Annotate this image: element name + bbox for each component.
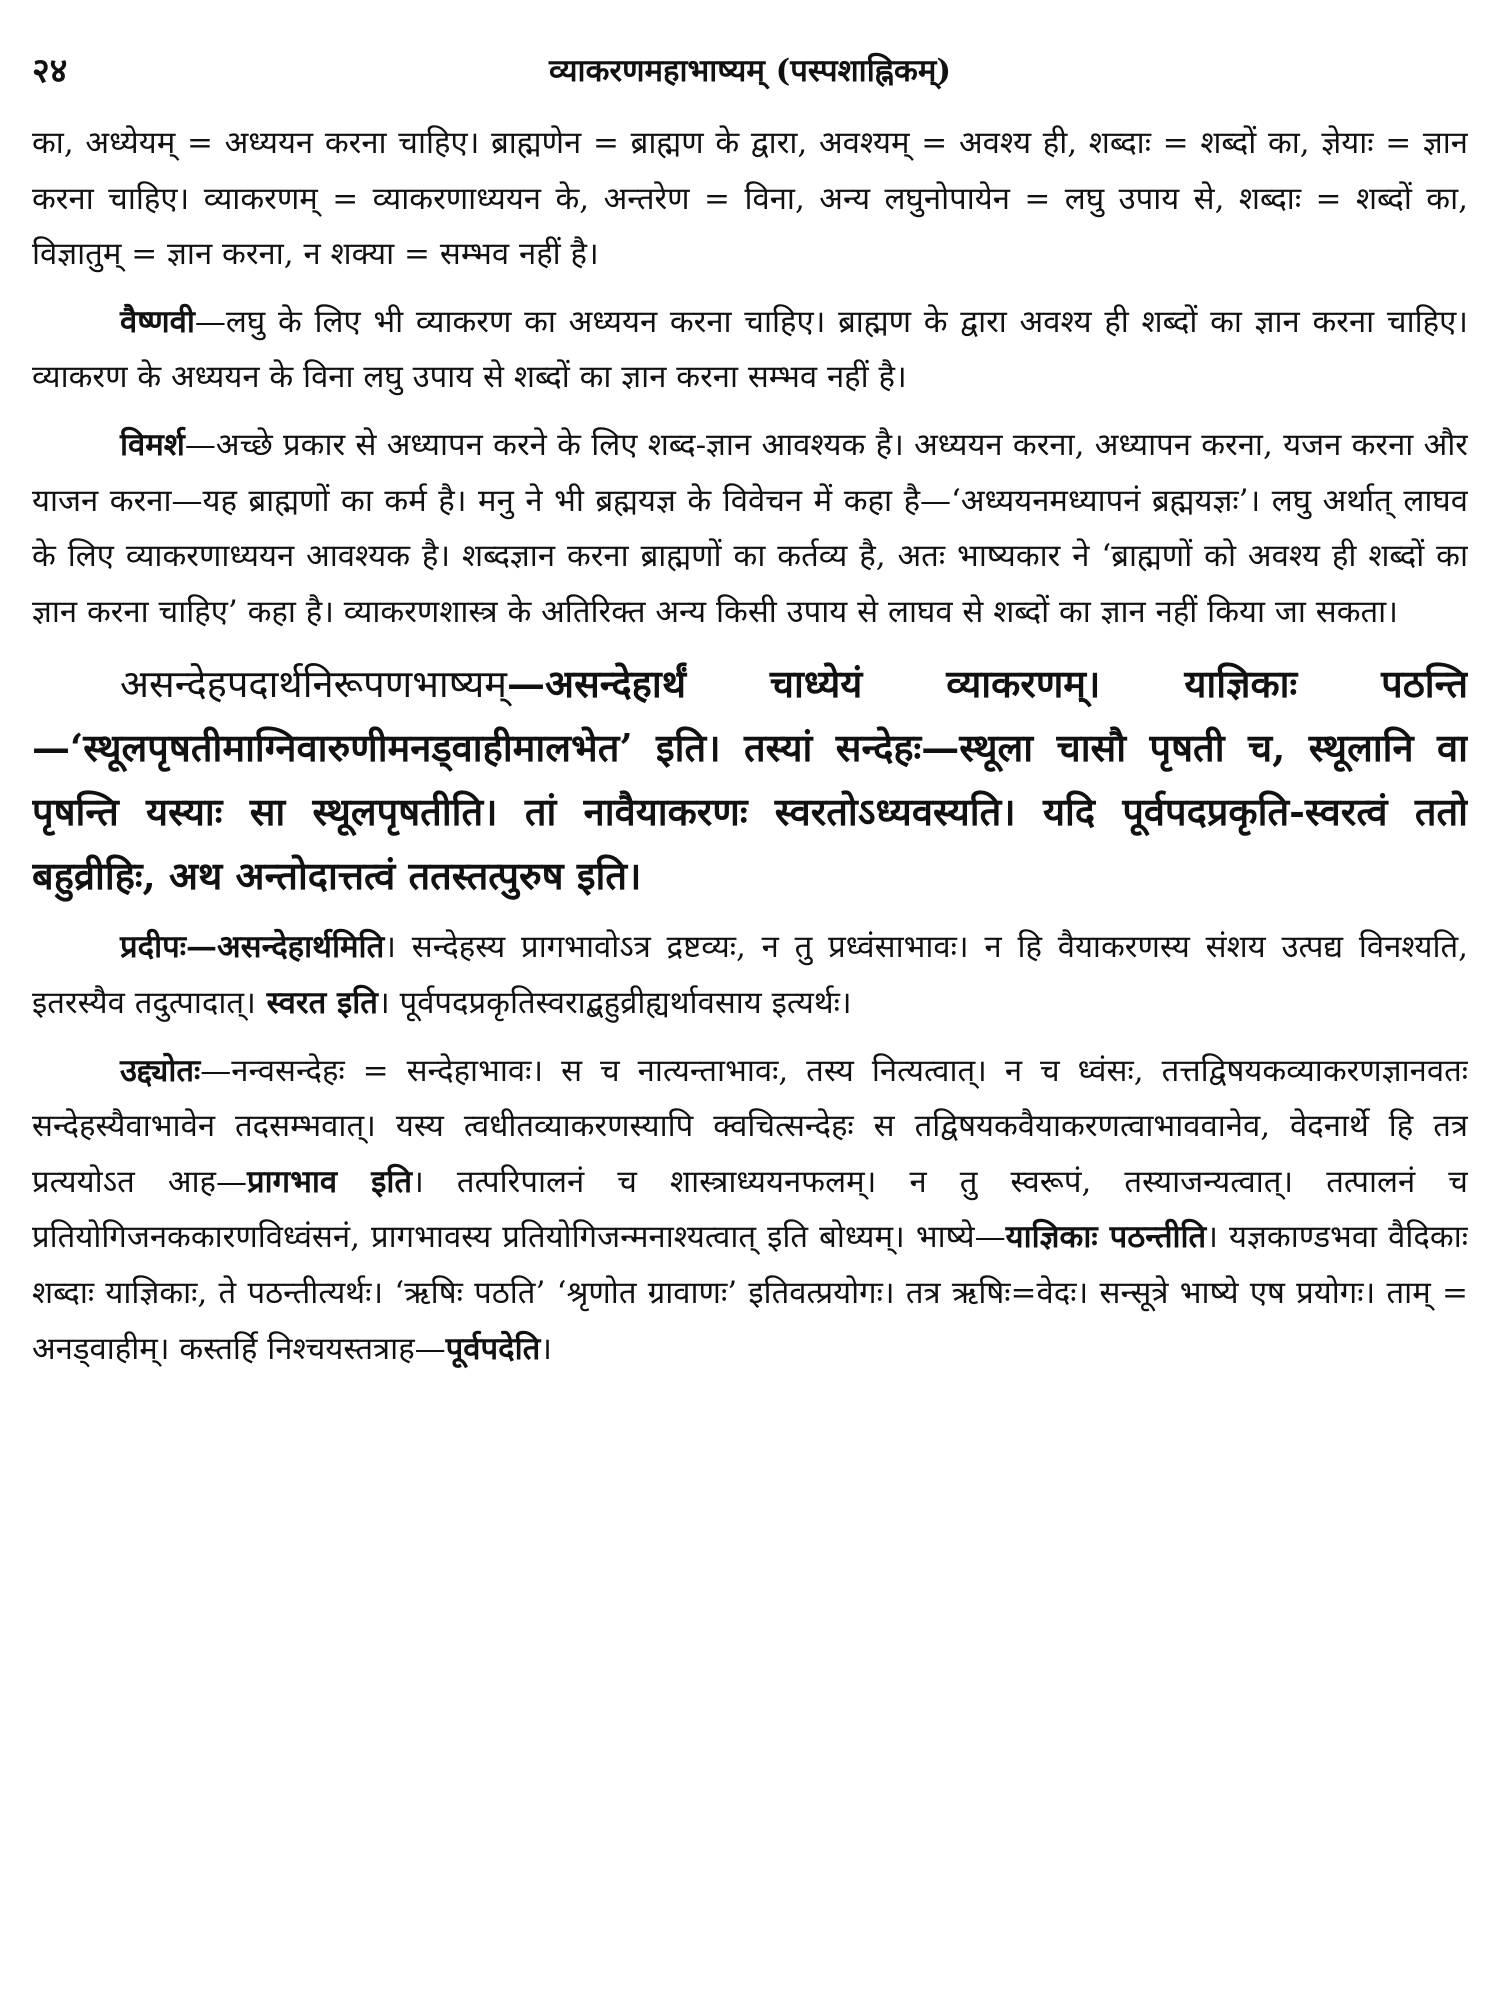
gloss-paragraph: का, अध्येयम् = अध्ययन करना चाहिए। ब्राह्मणेन = ब्राह्मण के द्वारा, अवश्यम् = अवश्य ही, शब्दाः = शब्दों का, ज्ञेयाः = ज्ञान करना चाहिए। व्याकरणम् = व्याकरणाध्ययन के, अन्तरेण = विना, अन्य लघुनोपायेन = लघु उपाय से, शब्दाः = शब्दों का, विज्ञातुम् = ज्ञान करना, न शक्या = सम्भव नहीं है।	[32, 125, 1468, 273]
uddyot-quote-3: पूर्वपदेति	[445, 1330, 541, 1367]
vaishnavi-label: वैष्णवी	[120, 303, 195, 340]
uddyot-text-2: । तत्परिपालनं च शास्त्राध्ययनफलम्। न तु स्वरूपं, तस्याजन्यत्वात्। तत्पालनं च प्रतियोगिजनककारणविध्वंसनं, प्रागभावस्य प्रतियोगिजन्मनाश्यत्वात् इति बोध्यम्। भाष्ये—	[32, 1163, 1468, 1256]
vimarsha-label: विमर्श	[120, 426, 185, 463]
uddyot-paragraph	[32, 1044, 1468, 1378]
pradeep-text: । सन्देहस्य प्रागभावोऽत्र द्रष्टव्यः, न तु प्रध्वंसाभावः। न हि वैयाकरणस्य संशय उत्पद्य विनश्यति, इतरस्यैव तदुत्पादात्।	[32, 929, 1468, 1021]
page-number: २४	[32, 51, 68, 91]
uddyot-quote-2: याज्ञिकाः पठन्तीति	[1005, 1219, 1207, 1256]
running-head: व्याकरणमहाभाष्यम् (पस्पशाह्निकम्)	[548, 53, 952, 89]
uddyot-label: उद्द्योतः	[120, 1052, 201, 1089]
vaishnavi-text: —लघु के लिए भी व्याकरण का अध्ययन करना चाहिए। ब्राह्मण के द्वारा अवश्य ही शब्दों का ज्ञान करना चाहिए। व्याकरण के अध्ययन के विना लघु उपाय से शब्दों का ज्ञान करना सम्भव नहीं है।	[32, 303, 1468, 396]
book-page	[32, 44, 1468, 1964]
uddyot-end: ।	[540, 1330, 553, 1367]
uddyot-text-1: —नन्वसन्देहः = सन्देहाभावः। स च नात्यन्ताभावः, तस्य नित्यत्वात्। न च ध्वंसः, तत्तद्विषयकव्याकरणज्ञानवतः सन्देहस्यैवाभावेन तदसम्भवात्। यस्य त्वधीतव्याकरणस्यापि क्वचित्सन्देहः स तद्विषयकवैयाकरणत्वाभाववानेव, वेदनार्थे हि तत्र प्रत्ययोऽत आह—	[32, 1052, 1468, 1200]
pradeep-paragraph	[32, 920, 1468, 1031]
pradeep-quote: —असन्देहार्थमिति	[186, 929, 385, 966]
pradeep-label: प्रदीपः	[120, 929, 186, 966]
pradeep-quote-2: स्वरत इति	[255, 984, 378, 1021]
page-header	[32, 44, 1468, 102]
vaishnavi-paragraph	[32, 295, 1468, 406]
vimarsha-paragraph	[32, 418, 1468, 640]
vimarsha-text: —अच्छे प्रकार से अध्यापन करने के लिए शब्द-ज्ञान आवश्यक है। अध्ययन करना, अध्यापन करना, यजन करना और याजन करना—यह ब्राह्मणों का कर्म है। मनु ने भी ब्रह्मयज्ञ के विवेचन में कहा है—‘अध्ययनमध्यापनं ब्रह्मयज्ञः’। लघु अर्थात् लाघव के लिए व्याकरणाध्ययन आवश्यक है। शब्दज्ञान करना ब्राह्मणों का कर्तव्य है, अतः भाष्यकार ने ‘ब्राह्मणों को अवश्य ही शब्दों का ज्ञान करना चाहिए’ कहा है। व्याकरणशास्त्र के अतिरिक्त अन्य किसी उपाय से लाघव से शब्दों का ज्ञान नहीं किया जा सकता।	[32, 426, 1468, 630]
bhashya-heading: असन्देहपदार्थनिरूपणभाष्यम्	[120, 662, 508, 707]
bhashya-text: —असन्देहार्थं चाध्येयं व्याकरणम्। याज्ञिकाः पठन्ति—‘स्थूलपृषतीमाग्निवारुणीमनड्वाहीमालभेत’ इति। तस्यां सन्देहः—स्थूला चासौ पृषती च, स्थूलानि वा पृषन्ति यस्याः सा स्थूलपृषतीति। तां नावैयाकरणः स्वरतोऽध्यवस्यति। यदि पूर्वपदप्रकृति-स्वरत्वं ततो बहुव्रीहिः, अथ अन्तोदात्तत्वं ततस्तत्पुरुष इति।	[32, 661, 1468, 899]
uddyot-quote-1: प्रागभाव इति	[246, 1163, 413, 1200]
pradeep-text-2: । पूर्वपदप्रकृतिस्वराद्बहुव्रीह्यर्थावसाय इत्यर्थः।	[377, 984, 852, 1021]
bhashya-paragraph	[32, 652, 1468, 908]
uddyot-text-3: । यज्ञकाण्डभवा वैदिकाः शब्दाः याज्ञिकाः, ते पठन्तीत्यर्थः। ‘ऋषिः पठति’ ‘श्रृणोत ग्रावाणः’ इतिवत्प्रयोगः। तत्र ऋषिः=वेदः। सन्सूत्रे भाष्ये एष प्रयोगः। ताम् = अनड्वाहीम्। कस्तर्हि निश्चयस्तत्राह—	[32, 1219, 1468, 1367]
